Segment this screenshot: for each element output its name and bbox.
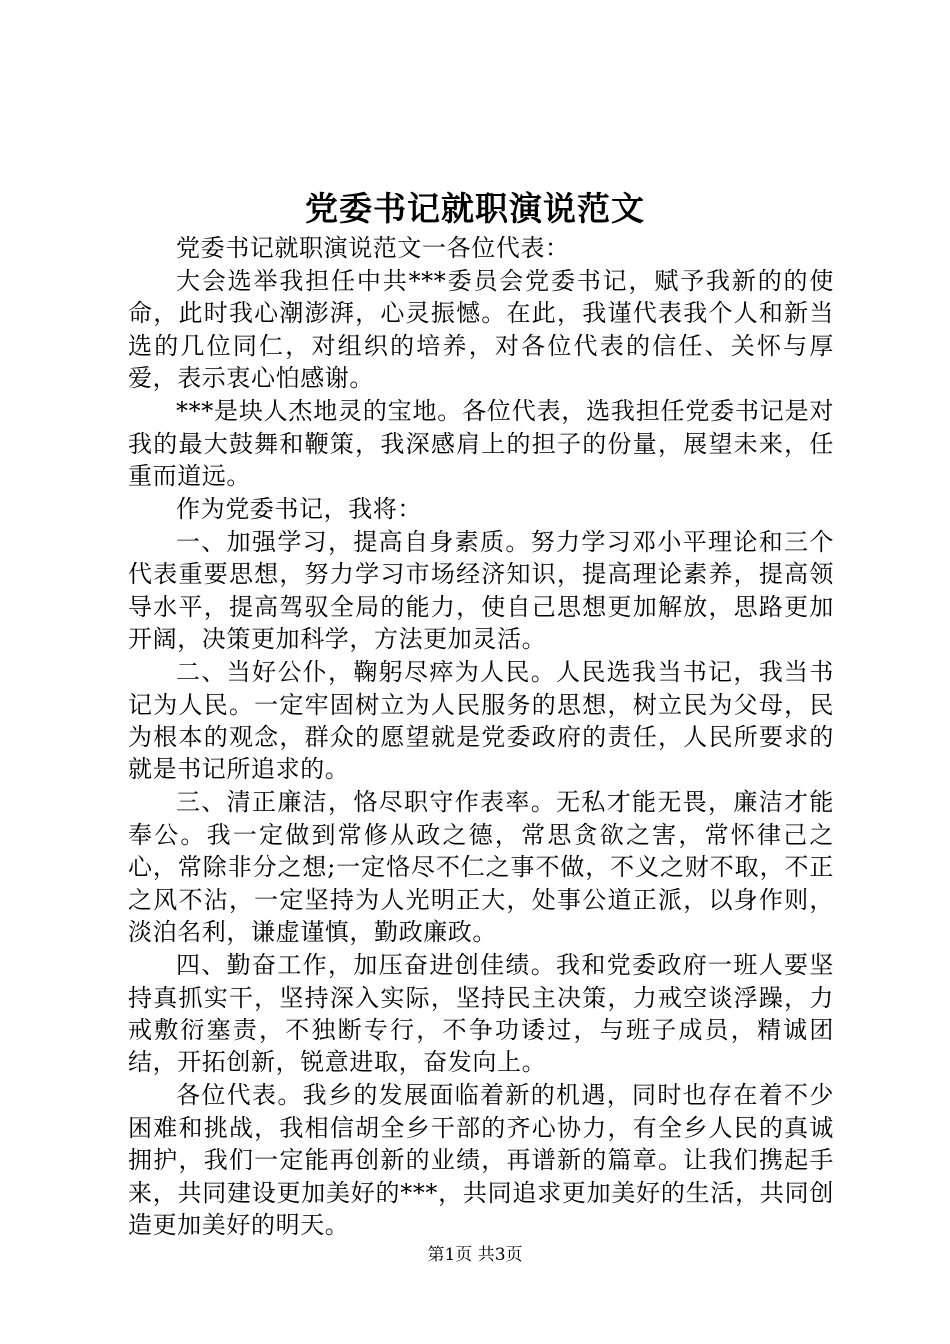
paragraph-pledge-study: 一、加强学习，提高自身素质。努力学习邓小平理论和三个代表重要思想，努力学习市场经济知识，提高理论素养，提高领导水平，提高驾驭全局的能力，使自己思想更加解放，思路更加开阔，决策更加科学，方法更加灵活。 (128, 528, 834, 654)
paragraph-pledge-integrity: 三、清正廉洁，恪尽职守作表率。无私才能无畏，廉洁才能奉公。我一定做到常修从政之德，常思贪欲之害，常怀律己之心，常除非分之想;一定恪尽不仁之事不做，不义之财不取，不正之风不沾，一定坚持为人光明正大，处事公道正派，以身作则，淡泊名利，谦虚谨慎，勤政廉政。 (128, 788, 834, 947)
page-number-footer: 第1页 共3页 (427, 1245, 523, 1265)
document-body (128, 232, 834, 1241)
paragraph-pledge-diligence: 四、勤奋工作，加压奋进创佳绩。我和党委政府一班人要坚持真抓实干，坚持深入实际，坚持民主决策，力戒空谈浮躁，力戒敷衍塞责，不独断专行，不争功诿过，与班子成员，精诚团结，开拓创新，锐意进取，奋发向上。 (128, 951, 834, 1077)
paragraph-homeland: ***是块人杰地灵的宝地。各位代表，选我担任党委书记是对我的最大鼓舞和鞭策，我深感肩上的担子的份量，展望未来，任重而道远。 (128, 397, 834, 491)
paragraph-pledge-serve: 二、当好公仆，鞠躬尽瘁为人民。人民选我当书记，我当书记为人民。一定牢固树立为人民服务的思想，树立民为父母，民为根本的观念，群众的愿望就是党委政府的责任，人民所要求的就是书记所追求的。 (128, 658, 834, 784)
paragraph-intro-pledges: 作为党委书记，我将： (176, 495, 422, 524)
paragraph-closing: 各位代表。我乡的发展面临着新的机遇，同时也存在着不少困难和挑战，我相信胡全乡干部的齐心协力，有全乡人民的真诚拥护，我们一定能再创新的业绩，再谱新的篇章。让我们携起手来，共同建设更加美好的***，共同追求更加美好的生活，共同创造更加美好的明天。 (128, 1081, 834, 1239)
paragraph-greeting: 党委书记就职演说范文一各位代表： (176, 234, 570, 262)
document-title: 党委书记就职演说范文 (305, 189, 645, 228)
paragraph-election: 大会选举我担任中共***委员会党委书记，赋予我新的的使命，此时我心潮澎湃，心灵振憾。在此，我谨代表我个人和新当选的几位同仁，对组织的培养，对各位代表的信任、关怀与厚爱，表示衷心怕感谢。 (128, 267, 834, 393)
